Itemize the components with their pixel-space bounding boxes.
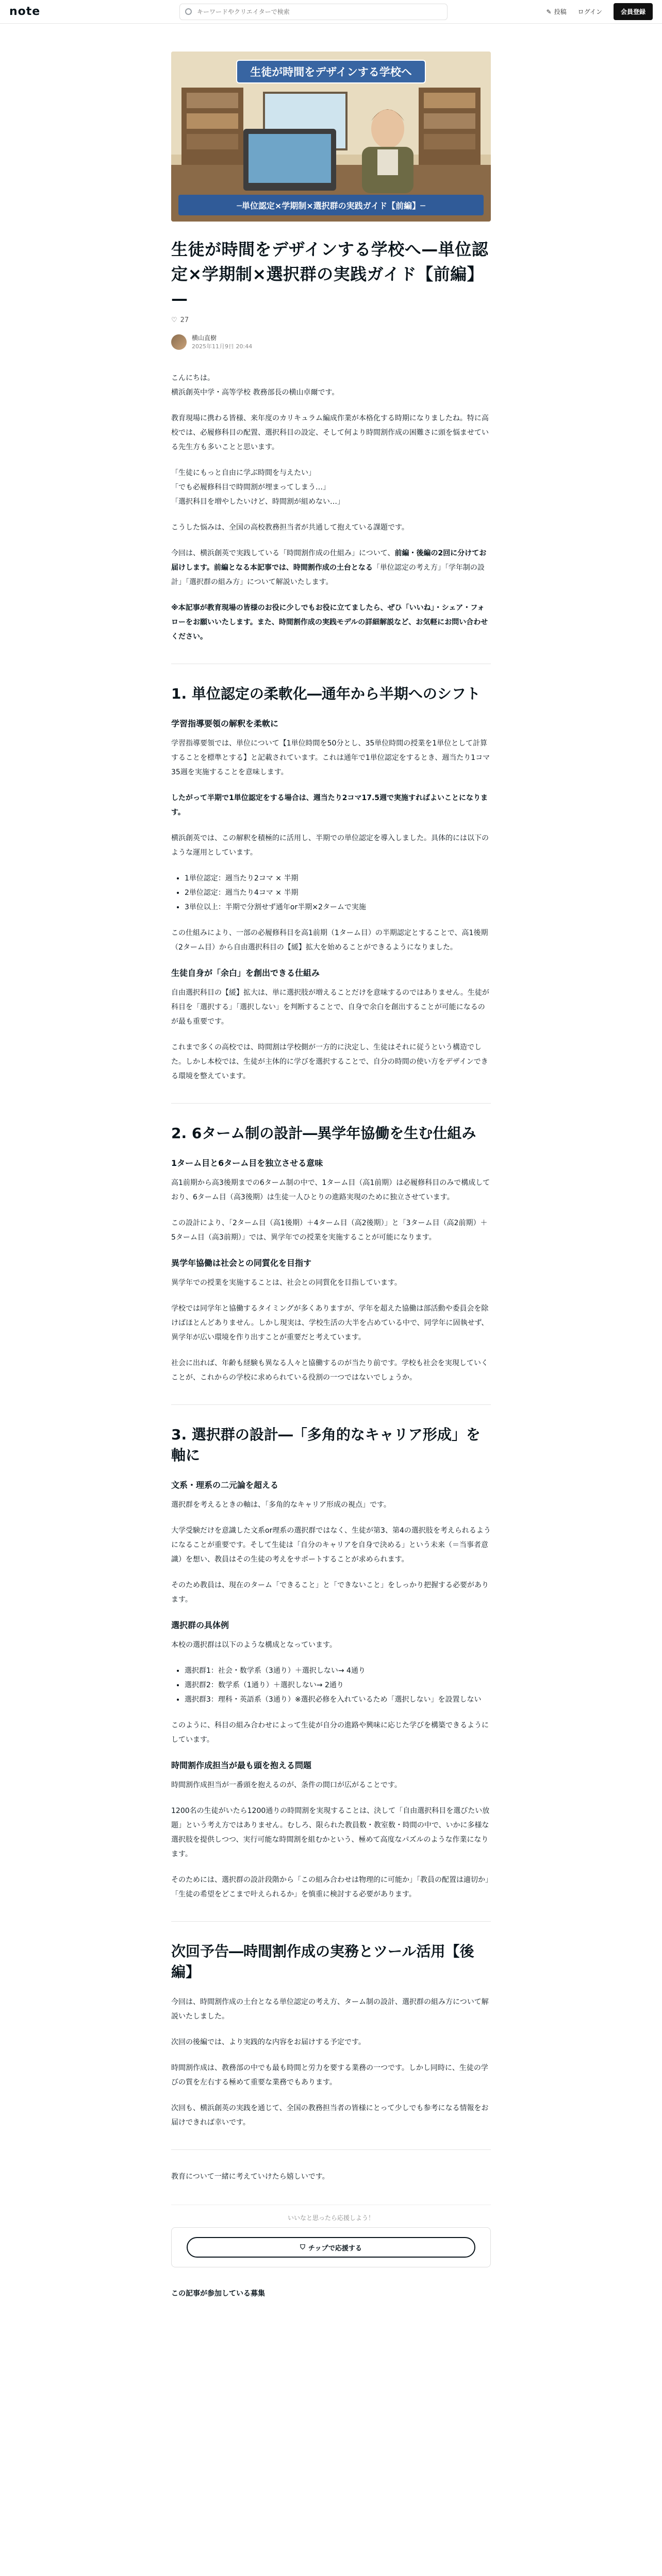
sub-heading: 1ターム目と6ターム目を独立させる意味 <box>171 1158 323 1168</box>
section-heading: 次回予告―時間割作成の実務とツール活用【後編】 <box>171 1943 474 1980</box>
body-paragraph: そのため教員は、現在のターム「できること」と「できないこと」をしっかり把握する必要があります。 <box>171 1581 489 1604</box>
tip-button[interactable]: ⛉ チップで応援する <box>187 2237 475 2258</box>
support-box <box>171 2227 491 2267</box>
list-item: • 選択群3：理科・英語系（3通り）※選択必修を入れているため「選択しない」を設置しない <box>185 1692 491 1707</box>
body-paragraph: したがって半期で1単位認定をする場合は、週当たり2コマ17.5週で実施すればよいことになります。 <box>171 794 488 817</box>
author-block[interactable] <box>171 333 491 350</box>
list-item: • 3単位以上：半期で分割せず通年or半期×2タームで実施 <box>185 900 491 914</box>
sub-heading: 時間割作成担当が最も頭を抱える問題 <box>171 1760 312 1770</box>
login-button[interactable]: ログイン <box>577 8 602 15</box>
list-item: • 1単位認定：週当たり2コマ × 半期 <box>185 871 491 886</box>
magazine-heading: この記事が参加している募集 <box>171 2290 265 2298</box>
intro-paragraph: 今回は、横浜創英で実践している「時間割作成の仕組み」について、前編・後編の2回に分けてお届けします。前編となる本記事では、時間割作成の土台となる「単位認定の考え方」「学年制の設計」「選択群の組み方」について解説いたします。 <box>171 549 487 586</box>
body-paragraph: 高1前期から高3後期までの6ターム制の中で、1ターム目（高1前期）は必履修科目のみで構成しており、6ターム目（高3後期）は生徒一人ひとりの進路実現のために独立させています。 <box>171 1179 490 1201</box>
selection-group-list <box>171 1664 491 1707</box>
body-paragraph: 学習指導要領では、単位について【1単位時間を50分とし、35単位時間の授業を1単位として計算することを標準とする】と記載されています。これは通年で1単位認定をするとき、週当たり1コマ35週を実施することを意味します。 <box>171 739 490 776</box>
sub-heading: 選択群の具体例 <box>171 1620 229 1630</box>
body-paragraph: 自由選択科目の【緩】拡大は、単に選択肢が増えることだけを意味するのではありません。生徒が科目を「選択する」「選択しない」を判断することで、自身で余白を創出することが可能になるのが最も重要です。 <box>171 989 489 1026</box>
signup-button[interactable]: 会員登録 <box>614 3 653 20</box>
search-box[interactable] <box>179 4 448 20</box>
closing-paragraph: 教育について一緒に考えていけたら嬉しいです。 <box>171 2173 329 2181</box>
body-paragraph: 1200名の生徒がいたら1200通りの時間割を実現することは、決して「自由選択科目を選びたい放題」という考え方ではありません。むしろ、限られた教員数・教室数・時間の中で、いかに多様な選択肢を提供しつつ、実行可能な時間割を組むかという、極めて高度なパズルのような作業になります。 <box>171 1807 490 1858</box>
body-paragraph: この設計により、「2ターム目（高1後期）＋4ターム目（高2後期）」と「3ターム目（高2前期）＋5ターム目（高3前期）」では、異学年での授業を実施することが可能になります。 <box>171 1219 488 1242</box>
support-section <box>171 2205 491 2267</box>
body-paragraph: 異学年での授業を実施することは、社会との同質化を目指しています。 <box>171 1279 402 1287</box>
author-name[interactable]: 横山直樹 <box>192 334 217 342</box>
section-heading: 1. 単位認定の柔軟化―通年から半期へのシフト <box>171 685 481 702</box>
body-paragraph: これまで多くの高校では、時間割は学校側が一方的に決定し、生徒はそれに従うという構造でした。しかし本校では、生徒が主体的に学びを選択することで、自分の時間の使い方をデザインできる環境を整えています。 <box>171 1043 488 1080</box>
sub-heading: 異学年協働は社会との同質化を目指す <box>171 1258 312 1268</box>
hero-image <box>171 52 491 222</box>
section-heading: 2. 6ターム制の設計―異学年協働を生む仕組み <box>171 1125 476 1142</box>
body-paragraph: 時間割作成は、教務部の中でも最も時間と労力を要する業務の一つです。しかし同時に、生徒の学びの質を左右する極めて重要な業務でもあります。 <box>171 2064 488 2087</box>
sub-heading: 文系・理系の二元論を超える <box>171 1480 279 1490</box>
intro-paragraph: 教育現場に携わる皆様、来年度のカリキュラム編成作業が本格化する時期になりましたね。特に高校では、必履修科目の配置、選択科目の設定、そして何より時間割作成の困難さに頭を悩ませている先生方も多いことと思います。 <box>171 414 489 451</box>
list-item: • 2単位認定：週当たり4コマ × 半期 <box>185 886 491 900</box>
sub-heading: 生徒自身が「余白」を創出できる仕組み <box>171 968 320 978</box>
section-heading: 3. 選択群の設計―「多角的なキャリア形成」を軸に <box>171 1426 481 1464</box>
divider <box>171 1103 491 1104</box>
divider <box>171 1921 491 1922</box>
body-paragraph: 横浜創英では、この解釈を積極的に活用し、半期での単位認定を導入しました。具体的には以下のような運用としています。 <box>171 834 489 857</box>
body-paragraph: 社会に出れば、年齢も経験も異なる人々と協働するのが当たり前です。学校も社会を実現していくことが、これからの学校に求められている役割の一つではないでしょうか。 <box>171 1359 488 1382</box>
hero-subtitle: ─単位認定×学期制×選択群の実践ガイド【前編】─ <box>178 195 484 215</box>
article-main <box>171 24 491 2298</box>
body-paragraph: そのためには、選択群の設計段階から「この組み合わせは物理的に可能か」「教員の配置は適切か」「生徒の希望をどこまで叶えられるか」を慎重に検討する必要があります。 <box>171 1876 489 1899</box>
body-paragraph: 今回は、時間割作成の土台となる単位認定の考え方、ターム制の設計、選択群の組み方について解説いたしました。 <box>171 1998 489 2021</box>
divider <box>171 2149 491 2150</box>
post-button[interactable]: ✎ 投稿 <box>546 8 567 15</box>
intro-paragraph: こんにちは。 横浜創英中学・高等学校 教務部長の横山卓爾です。 <box>171 374 339 397</box>
body-paragraph: 学校では同学年と協働するタイミングが多くありますが、学年を超えた協働は部活動や委員会を除けばほとんどありません。しかし現実は、学校生活の大半を占めている中で、同学年に固執せず、異学年が広い環境を作り出すことが重要だと考えています。 <box>171 1304 489 1342</box>
list-item: • 選択群2：数学系（1通り）＋選択しない→ 2通り <box>185 1678 491 1692</box>
top-bar <box>0 0 662 24</box>
search-icon <box>185 8 192 15</box>
intro-quotes: 「生徒にもっと自由に学ぶ時間を与えたい」 「でも必履修科目で時間割が埋まってしまう…」 「選択科目を増やしたいけど、時間割が組めない…」 <box>171 469 344 506</box>
list-item: • 選択群1：社会・数学系（3通り）＋選択しない→ 4通り <box>185 1664 491 1678</box>
like-counter[interactable]: ♡ 27 <box>171 316 189 324</box>
tip-icon: ⛉ <box>300 2243 305 2251</box>
sub-heading: 学習指導要領の解釈を柔軟に <box>171 719 279 728</box>
body-paragraph: この仕組みにより、一部の必履修科目を高1前期（1ターム目）の半期認定とすることで、高1後期（2ターム目）から自由選択科目の【緩】拡大を始めることができるようになりました。 <box>171 929 488 952</box>
publish-date: 2025年11月9日 20:44 <box>192 343 253 350</box>
intro-note: ※本記事が教育現場の皆様のお役に少しでもお役に立てましたら、ぜひ「いいね」・シェア・フォローをお願いいたします。また、時間割作成の実践モデルの詳細解説など、お気軽にお問い合わせください。 <box>171 604 488 641</box>
body-paragraph: 大学受験だけを意識した文系or理系の選択群ではなく、生徒が第3、第4の選択肢を考えられるようになることが重要です。そして生徒は「自分のキャリアを自身で決める」という未来（＝当事者意識）を想い、教員はその生徒の考えをサポートすることが求められます。 <box>171 1527 491 1564</box>
article-title: 生徒が時間をデザインする学校へ—単位認定×学期制×選択群の実践ガイド【前編】— <box>171 240 489 309</box>
body-paragraph: 時間割作成担当が一番頭を抱えるのが、条件の間口が広がることです。 <box>171 1781 402 1789</box>
author-avatar[interactable] <box>171 334 187 350</box>
hero-title: 生徒が時間をデザインする学校へ <box>236 60 426 83</box>
body-paragraph: 本校の選択群は以下のような構成となっています。 <box>171 1641 337 1649</box>
intro-paragraph: こうした悩みは、全国の高校教務担当者が共通して抱えている課題です。 <box>171 523 409 532</box>
heart-outline-icon[interactable]: ♡ <box>171 316 177 324</box>
pen-icon: ✎ <box>546 8 552 15</box>
credit-list <box>171 871 491 914</box>
body-paragraph: 選択群を考えるときの軸は、「多角的なキャリア形成の視点」です。 <box>171 1501 391 1509</box>
body-paragraph: 次回も、横浜創英の実践を通じて、全国の教務担当者の皆様にとって少しでも参考になる情報をお届けできれば幸いです。 <box>171 2104 489 2127</box>
note-logo[interactable]: note <box>9 5 41 18</box>
support-label: いいなと思ったら応援しよう！ <box>287 2214 374 2222</box>
body-paragraph: 次回の後編では、より実践的な内容をお届けする予定です。 <box>171 2038 366 2046</box>
body-paragraph: このように、科目の組み合わせによって生徒が自分の進路や興味に応じた学びを構築できるようにしています。 <box>171 1721 489 1744</box>
search-input[interactable] <box>196 8 442 16</box>
divider <box>171 1404 491 1405</box>
